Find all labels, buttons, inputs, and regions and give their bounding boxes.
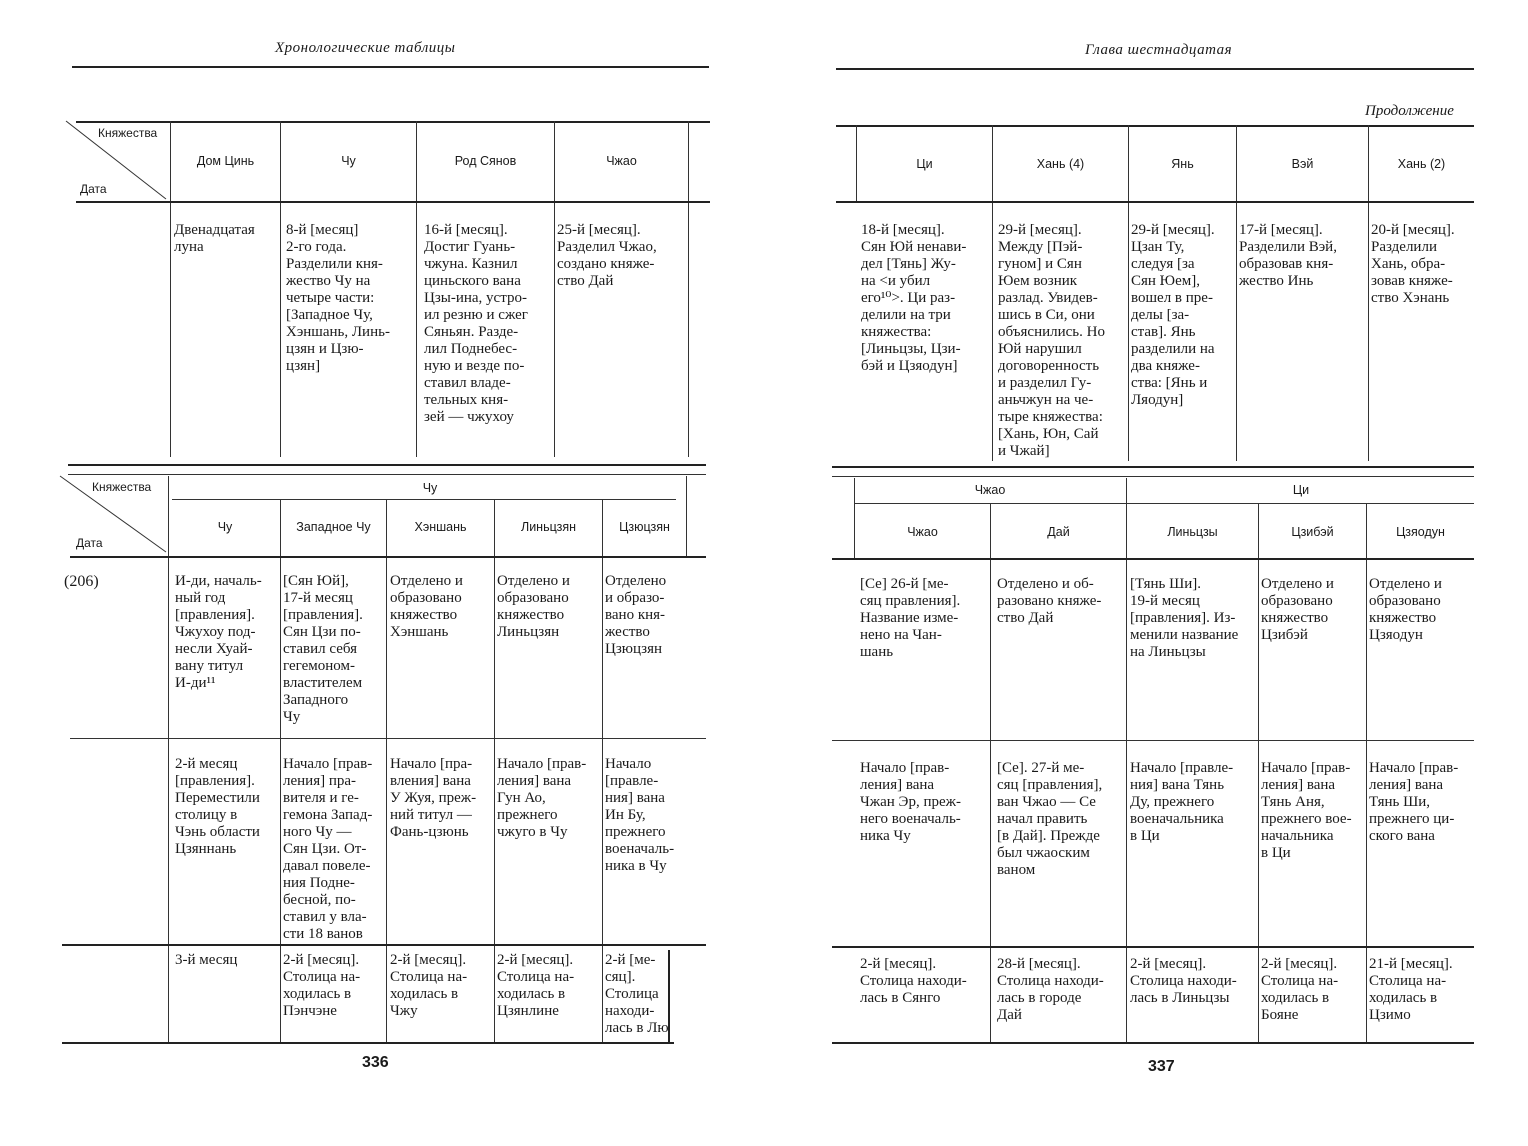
column-header-linjiang: Линьцзян (520, 520, 577, 534)
table-cell: Начало [прав- ления] вана Тянь Ши, прежнего ци- ского вана (1369, 760, 1459, 844)
table-cell: Начало [прав- ления] вана Гун Ао, прежнего чжуго в Чу (497, 756, 587, 840)
table-cell: Начало [правле- ния] вана Ин Бу, прежнего военачаль- ника в Чу (605, 756, 675, 874)
continuation-label: Продолжение (1365, 103, 1454, 119)
table-cell: Начало [правле- ния] вана Тянь Ду, прежнего военачальника в Ци (1130, 760, 1234, 844)
column-header-jiaodong: Цзяодун (1396, 525, 1445, 539)
table-cell: Отделено и об- разовано княже- ство Дай (997, 576, 1102, 626)
table-cell: Отделено и образовано княжество Хэншань (390, 573, 463, 640)
table-cell: 20-й [месяц]. Разделили Хань, обра- зовав княже- ство Хэнань (1371, 222, 1455, 306)
column-header-jibei: Цзибэй (1291, 525, 1334, 539)
table-cell: Отделено и образо- вано кня- жество Цзюцзян (605, 573, 667, 657)
table-cell: [Сян Юй], 17-й месяц [правления]. Сян Цзи по- ставил себя гегемоном- властителем Западного Чу (283, 573, 363, 725)
corner-label-date: Дата (80, 182, 107, 196)
column-header-qi: Ци (916, 157, 933, 171)
column-header-yan: Янь (1171, 157, 1194, 171)
table-cell: Двенадцатая луна (174, 222, 255, 255)
corner-label-principalities: Княжества (98, 126, 158, 140)
table-cell: 3-й месяц (175, 952, 238, 968)
column-header-house-qin: Дом Цинь (196, 154, 255, 168)
column-header-jiujiang: Цзюцзян (619, 520, 670, 534)
table-cell: И-ди, началь- ный год [правления]. Чжухоу под- несли Хуай- вану титул И-ди¹¹ (175, 573, 262, 691)
page-number: 336 (362, 1054, 389, 1071)
column-header-linzi: Линьцзы (1167, 525, 1218, 539)
row-date: (206) (64, 573, 99, 590)
group-header-chu: Чу (422, 481, 438, 495)
left-header-rule (72, 66, 709, 68)
table-cell: Отделено и образовано княжество Линьцзян (497, 573, 570, 640)
table-cell: 29-й [месяц]. Цзан Ту, следуя [за Сян Юем], вошел в пре- делы [за- став]. Янь разделили на два княже- ства: [Янь и Ляодун] (1131, 222, 1215, 408)
table-cell: 2-й [ме- сяц]. Столица находи- лась в Лю (605, 952, 669, 1036)
right-header-rule (836, 68, 1474, 70)
right-running-head: Глава шестнадцатая (1085, 42, 1233, 58)
table-cell: Начало [пра- вления] вана У Жуя, преж- ний титул — Фань-цзюнь (390, 756, 477, 840)
table-cell: 16-й [месяц]. Достиг Гуань- чжуна. Казнил циньского вана Цзы-ина, устро- ил резню и сжег Сяньян. Разде- лил Поднебес- ную и везде по- ставил владе- тельных кня- зей — чжухоу (424, 222, 528, 425)
table-cell: [Се]. 27-й ме- сяц [правления], ван Чжао — Се начал править [в Дай]. Прежде был чжаоским ваном (997, 760, 1103, 878)
table-cell: 18-й [месяц]. Сян Юй ненави- дел [Тянь] Жу- на <и убил его¹⁰>. Ци раз- делили на три княжества: [Линьцзы, Цзи- бэй и Цзяодун] (861, 222, 967, 374)
column-header-xiang-clan: Род Сянов (454, 154, 517, 168)
column-header-hengshan: Хэншань (414, 520, 467, 534)
column-header-han-4: Хань (4) (1036, 157, 1085, 171)
table-cell: 29-й [месяц]. Между [Пэй- гуном] и Сян Юем возник разлад. Увидев- шись в Си, они объяснились. Но Юй нарушил договоренность и разделил Гу- аньчжун на че- тыре княжества: [Хань, Юн, Сай и Чжай] (998, 222, 1105, 459)
table-cell: Отделено и образовано княжество Цзибэй (1261, 576, 1334, 643)
column-header-chu: Чу (217, 520, 233, 534)
table-cell: 2-й [месяц]. Столица на- ходилась в Чжу (390, 952, 468, 1019)
column-header-zhao: Чжао (907, 525, 938, 539)
column-header-wei: Вэй (1291, 157, 1314, 171)
corner-label-principalities: Княжества (92, 480, 152, 494)
column-header-dai: Дай (1047, 525, 1070, 539)
page-number: 337 (1148, 1058, 1175, 1075)
table-cell: 17-й [месяц]. Разделили Вэй, образовав кня- жество Инь (1239, 222, 1337, 289)
table-cell: 2-й месяц [правления]. Переместили столицу в Чэнь области Цзяннань (175, 756, 260, 857)
table-cell: 8-й [месяц] 2-го года. Разделили кня- жество Чу на четыре части: [Западное Чу, Хэншань, Линь- цзян и Цзю- цзян] (286, 222, 390, 374)
table-cell: Начало [прав- ления] вана Тянь Аня, прежнего вое- начальника в Ци (1261, 760, 1352, 861)
column-header-zhao: Чжао (606, 154, 637, 168)
table-cell: 21-й [месяц]. Столица на- ходилась в Цзимо (1369, 956, 1453, 1023)
table-cell: 28-й [месяц]. Столица находи- лась в городе Дай (997, 956, 1104, 1023)
group-header-qi: Ци (1292, 483, 1310, 497)
table-cell: 2-й [месяц]. Столица на- ходилась в Пэнчэне (283, 952, 361, 1019)
table-cell: [Се] 26-й [ме- сяц правления]. Название изме- нено на Чан- шань (860, 576, 961, 660)
table-cell: Начало [прав- ления] пра- вителя и ге- гемона Запад- ного Чу — Сян Цзи. От- давал повеле- ния Подне- бесной, по- ставил у вла- сти 18 ванов (283, 756, 373, 942)
table-cell: 2-й [месяц]. Столица находи- лась в Линьцзы (1130, 956, 1237, 1006)
corner-label-date: Дата (76, 536, 103, 550)
left-running-head: Хронологические таблицы (275, 40, 456, 56)
table-cell: 2-й [месяц]. Столица находи- лась в Сянго (860, 956, 967, 1006)
column-header-chu: Чу (341, 154, 356, 168)
table-cell: Отделено и образовано княжество Цзяодун (1369, 576, 1442, 643)
group-header-zhao: Чжао (974, 483, 1006, 497)
table-cell: 2-й [месяц]. Столица на- ходилась в Бояне (1261, 956, 1339, 1023)
table-cell: [Тянь Ши]. 19-й месяц [правления]. Из- менили название на Линьцзы (1130, 576, 1239, 660)
table-cell: 25-й [месяц]. Разделил Чжао, создано княже- ство Дай (557, 222, 657, 289)
column-header-western-chu: Западное Чу (296, 520, 371, 534)
table-cell: 2-й [месяц]. Столица на- ходилась в Цзянлине (497, 952, 575, 1019)
table-cell: Начало [прав- ления] вана Чжан Эр, преж- него военачаль- ника Чу (860, 760, 961, 844)
column-header-han-2: Хань (2) (1397, 157, 1446, 171)
